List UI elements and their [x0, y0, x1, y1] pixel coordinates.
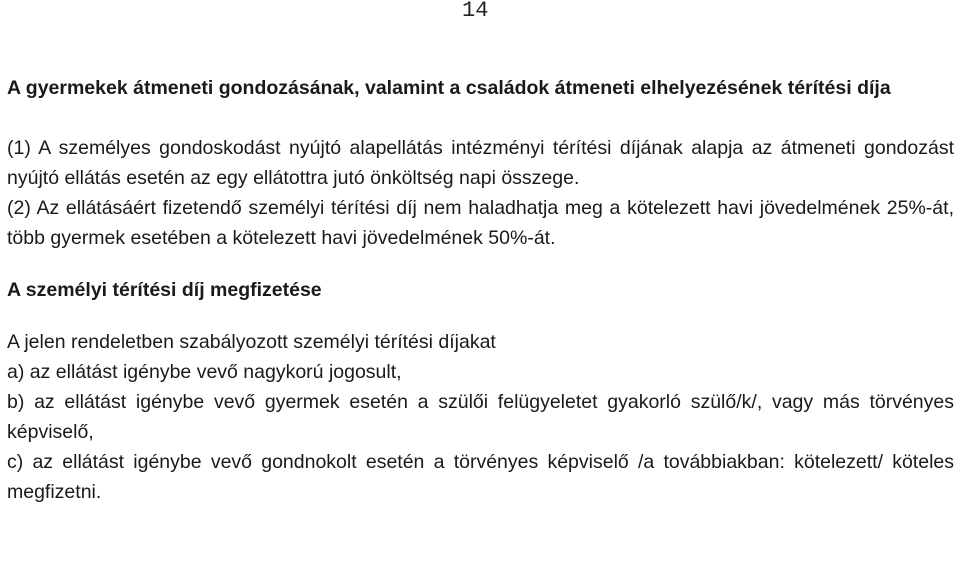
- paragraph-1: (1) A személyes gondoskodást nyújtó alapellátás intézményi térítési díjának alapja az átmeneti gondozást nyújtó ellátás esetén az egy ellátottra jutó önköltség napi összege.: [7, 137, 954, 189]
- payment-intro: A jelen rendeletben szabályozott személyi térítési díjakat: [7, 331, 496, 353]
- document-body: [7, 73, 954, 507]
- list-item-c: c) az ellátást igénybe vevő gondnokolt esetén a törvényes képviselő /a továbbiakban: kötelezett/ köteles megfizetni.: [7, 451, 954, 503]
- list-item-b: b) az ellátást igénybe vevő gyermek esetén a szülői felügyeletet gyakorló szülő/k/, vagy más törvényes képviselő,: [7, 391, 954, 443]
- section-heading-transitional-care: A gyermekek átmeneti gondozásának, valamint a családok átmeneti elhelyezésének térítési díja: [7, 77, 891, 99]
- list-item-a: a) az ellátást igénybe vevő nagykorú jogosult,: [7, 361, 402, 383]
- page-number: 14: [462, 0, 489, 23]
- paragraph-2: (2) Az ellátásáért fizetendő személyi térítési díj nem haladhatja meg a kötelezett havi jövedelmének 25%-át, több gyermek esetében a kötelezett havi jövedelmének 50%-át.: [7, 197, 954, 249]
- section-heading-payment: A személyi térítési díj megfizetése: [7, 279, 322, 301]
